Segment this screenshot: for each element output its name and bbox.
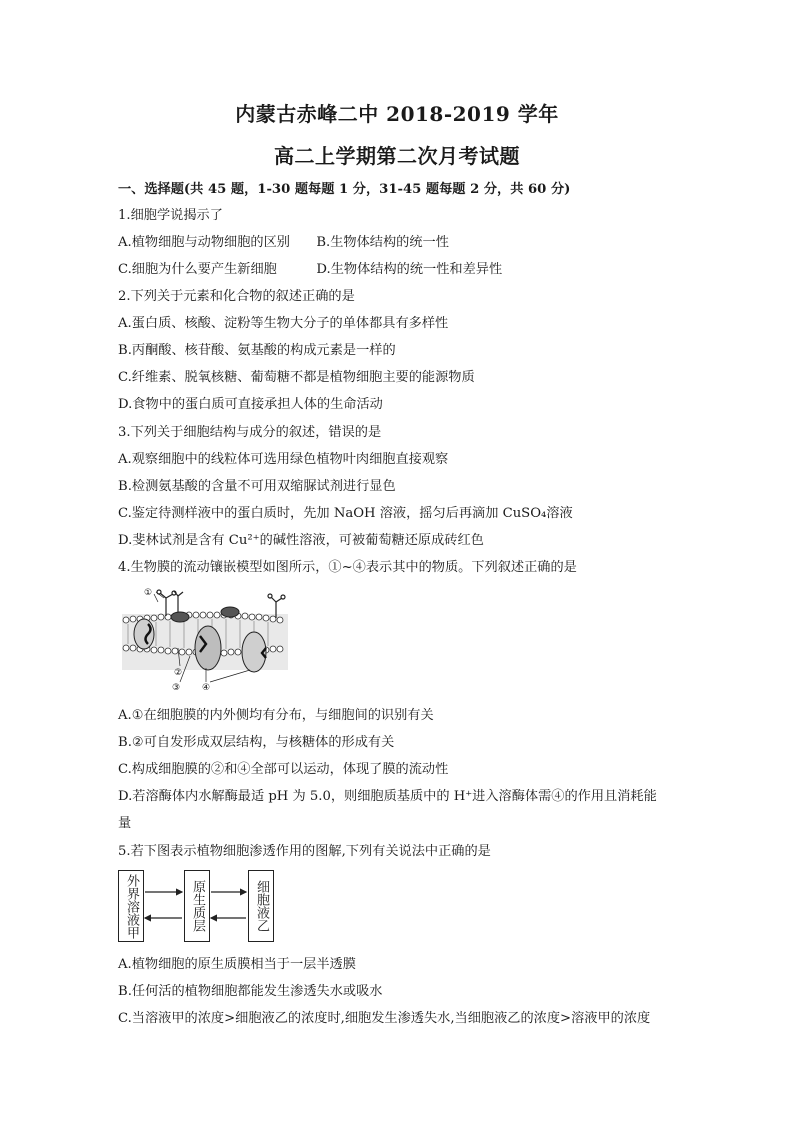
box-cell-sap: 细胞液乙 bbox=[248, 870, 274, 942]
question-3-stem: 3.下列关于细胞结构与成分的叙述，错误的是 bbox=[118, 425, 382, 440]
question-1-stem: 1.细胞学说揭示了 bbox=[118, 208, 223, 223]
osmosis-arrows bbox=[118, 870, 278, 944]
question-5-stem: 5.若下图表示植物细胞渗透作用的图解,下列有关说法中正确的是 bbox=[118, 844, 491, 859]
question-1-option-ab: A.植物细胞与动物细胞的区别 B.生物体结构的统一性 bbox=[118, 235, 449, 250]
protein-left bbox=[134, 619, 154, 649]
box-protoplast-layer: 原生质层 bbox=[184, 870, 210, 942]
title-line-1: 内蒙古赤峰二中 2018-2019 学年 bbox=[235, 102, 559, 126]
question-4-option-a: A.①在细胞膜的内外侧均有分布，与细胞间的识别有关 bbox=[118, 708, 434, 723]
question-5-option-a: A.植物细胞的原生质膜相当于一层半透膜 bbox=[118, 957, 356, 972]
question-2-option-c: C.纤维素、脱氧核糖、葡萄糖不都是植物细胞主要的能源物质 bbox=[118, 370, 475, 385]
figure-label-4: ④ bbox=[202, 683, 211, 693]
question-3-option-a: A.观察细胞中的线粒体可选用绿色植物叶肉细胞直接观察 bbox=[118, 452, 449, 467]
membrane-diagram bbox=[118, 586, 294, 694]
title-line-2: 高二上学期第二次月考试题 bbox=[274, 144, 520, 168]
question-3-option-c: C.鉴定待测样液中的蛋白质时，先加 NaOH 溶液，摇匀后再滴加 CuSO₄溶液 bbox=[118, 506, 573, 521]
osmosis-diagram bbox=[118, 870, 278, 944]
question-4-option-d-cont: 量 bbox=[118, 816, 132, 831]
question-2-option-b: B.丙酮酸、核苷酸、氨基酸的构成元素是一样的 bbox=[118, 343, 396, 358]
question-4-stem: 4.生物膜的流动镶嵌模型如图所示，①~④表示其中的物质。下列叙述正确的是 bbox=[118, 560, 577, 575]
protein-peripheral-1 bbox=[171, 612, 189, 622]
question-4-option-d: D.若溶酶体内水解酶最适 pH 为 5.0，则细胞质基质中的 H⁺进入溶酶体需④的作用且消耗能 bbox=[118, 789, 657, 804]
question-2-option-a: A.蛋白质、核酸、淀粉等生物大分子的单体都具有多样性 bbox=[118, 316, 449, 331]
question-2-stem: 2.下列关于元素和化合物的叙述正确的是 bbox=[118, 289, 355, 304]
figure-label-2: ② bbox=[174, 668, 183, 678]
figure-label-3: ③ bbox=[172, 683, 181, 693]
question-3-option-b: B.检测氨基酸的含量不可用双缩脲试剂进行显色 bbox=[118, 479, 396, 494]
figure-label-1: ① bbox=[144, 588, 153, 598]
question-2-option-d: D.食物中的蛋白质可直接承担人体的生命活动 bbox=[118, 397, 383, 412]
question-4-option-b: B.②可自发形成双层结构，与核糖体的形成有关 bbox=[118, 735, 395, 750]
question-5-option-b: B.任何活的植物细胞都能发生渗透失水或吸水 bbox=[118, 984, 383, 999]
protein-center bbox=[195, 626, 221, 670]
question-1-option-cd: C.细胞为什么要产生新细胞 D.生物体结构的统一性和差异性 bbox=[118, 262, 503, 277]
protein-peripheral-2 bbox=[221, 607, 239, 617]
section-heading: 一、选择题(共 45 题，1-30 题每题 1 分，31-45 题每题 2 分，共 60 分) bbox=[118, 182, 571, 197]
question-4-option-c: C.构成细胞膜的②和④全部可以运动，体现了膜的流动性 bbox=[118, 762, 449, 777]
question-5-option-c: C.当溶液甲的浓度>细胞液乙的浓度时,细胞发生渗透失水,当细胞液乙的浓度>溶液甲的浓度 bbox=[118, 1011, 651, 1026]
box-external-solution: 外界溶液甲 bbox=[118, 870, 144, 942]
question-3-option-d: D.斐林试剂是含有 Cu²⁺的碱性溶液，可被葡萄糖还原成砖红色 bbox=[118, 533, 484, 548]
